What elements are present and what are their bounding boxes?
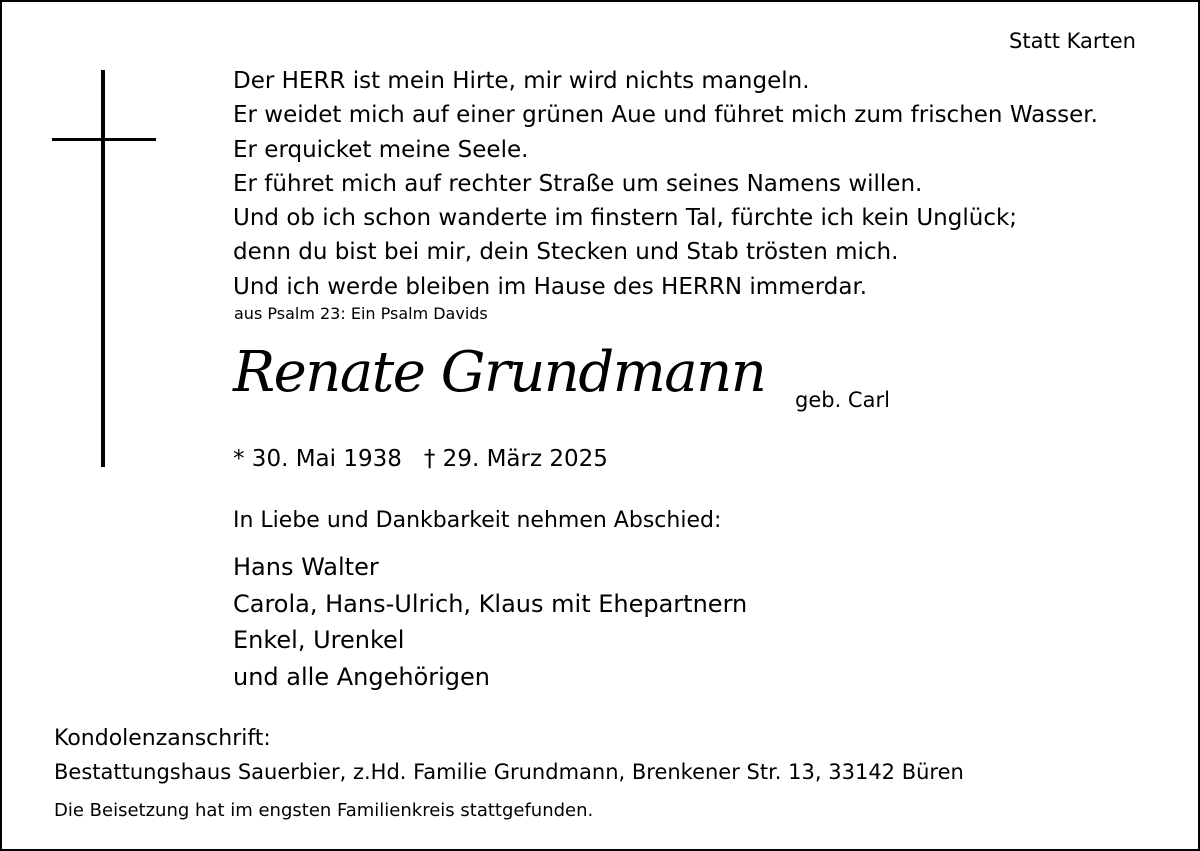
burial-note: Die Beisetzung hat im engsten Familienkreis stattgefunden. (54, 800, 594, 821)
condolence-label: Kondolenzanschrift: (54, 726, 271, 751)
mourner-line: Hans Walter (233, 553, 379, 581)
mourner-line: Carola, Hans-Ulrich, Klaus mit Ehepartnern (233, 589, 748, 618)
psalm-line: Er weidet mich auf einer grünen Aue und führet mich zum frischen Wasser. (233, 102, 1098, 129)
cross-symbol-vertical (101, 70, 105, 467)
cross-symbol-horizontal (52, 138, 156, 141)
psalm-quote (233, 64, 1098, 304)
statt-karten-note: Statt Karten (1009, 29, 1136, 53)
psalm-line: Er führet mich auf rechter Straße um seines Namens willen. (233, 170, 923, 197)
mourners-list (233, 549, 747, 695)
deceased-name: Renate Grundmann (233, 340, 766, 405)
life-dates (233, 446, 608, 472)
psalm-line: Und ich werde bleiben im Hause des HERRN immerdar. (233, 273, 868, 300)
condolence-address: Bestattungshaus Sauerbier, z.Hd. Familie Grundmann, Brenkener Str. 13, 33142 Büren (54, 760, 964, 784)
farewell-text: In Liebe und Dankbarkeit nehmen Abschied: (233, 508, 722, 533)
psalm-line: Und ob ich schon wanderte im finstern Tal, fürchte ich kein Unglück; (233, 205, 1018, 232)
death-date: † 29. März 2025 (423, 446, 608, 472)
psalm-line: Der HERR ist mein Hirte, mir wird nichts mangeln. (233, 68, 810, 94)
psalm-source: aus Psalm 23: Ein Psalm Davids (234, 304, 488, 323)
psalm-line: denn du bist bei mir, dein Stecken und Stab trösten mich. (233, 239, 899, 266)
mourner-line: und alle Angehörigen (233, 662, 490, 691)
maiden-name: geb. Carl (795, 388, 890, 412)
psalm-line: Er erquicket meine Seele. (233, 136, 529, 163)
birth-date: * 30. Mai 1938 (233, 446, 402, 472)
mourner-line: Enkel, Urenkel (233, 626, 405, 654)
